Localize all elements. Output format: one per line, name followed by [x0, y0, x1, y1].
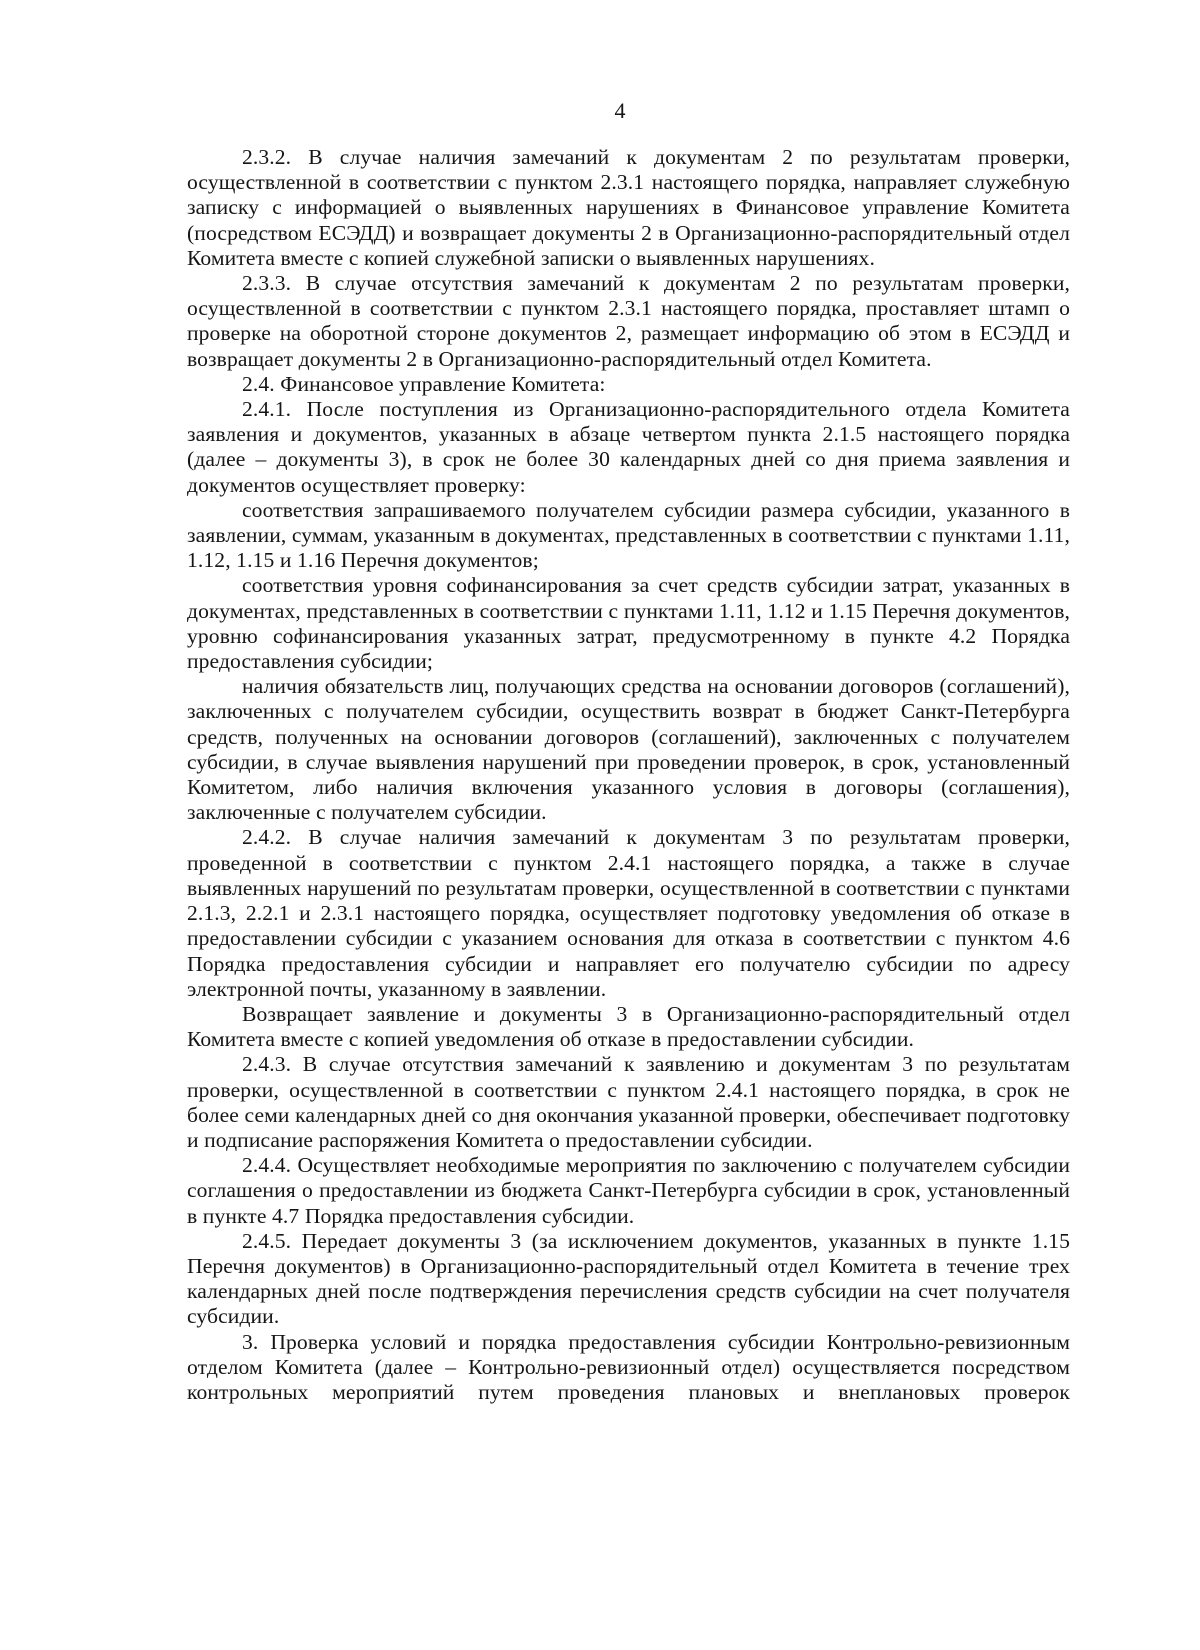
paragraph-2-4-1: 2.4.1. После поступления из Организационно-распорядительного отдела Комитета заявления и документов, указанных в абзаце четвертом пункта 2.1.5 настоящего порядка (далее – документы 3), в срок не более 30 календарных дней со дня приема заявления и документов осуществляет проверку:	[187, 397, 1070, 497]
paragraph-2-4-5: 2.4.5. Передает документы 3 (за исключением документов, указанных в пункте 1.15 Перечня документов) в Организационно-распорядительный отдел Комитета в течение трех календарных дней после подтверждения перечисления средств субсидии на счет получателя субсидии.	[187, 1228, 1070, 1329]
paragraph-check-amount: соответствия запрашиваемого получателем субсидии размера субсидии, указанного в заявлении, суммам, указанным в документах, представленных в соответствии с пунктами 1.11, 1.12, 1.15 и 1.16 Перечня документов;	[187, 497, 1070, 573]
paragraph-2-4: 2.4. Финансовое управление Комитета:	[242, 371, 606, 396]
paragraph-2-4-2: 2.4.2. В случае наличия замечаний к документам 3 по результатам проверки, проведенной в соответствии с пунктом 2.4.1 настоящего порядка, а также в случае выявленных нарушений по результатам проверки, осуществленной в соответствии с пунктами 2.1.3, 2.2.1 и 2.3.1 настоящего порядка, осуществляет подготовку уведомления об отказе в предоставлении субсидии с указанием основания для отказа в соответствии с пунктом 4.6 Порядка предоставления субсидии и направляет его получателю субсидии по адресу электронной почты, указанному в заявлении.	[187, 825, 1070, 1001]
page-number: 4	[614, 98, 626, 123]
paragraph-2-4-4: 2.4.4. Осуществляет необходимые мероприятия по заключению с получателем субсидии соглашения о предоставлении из бюджета Санкт-Петербурга субсидии в срок, установленный в пункте 4.7 Порядка предоставления субсидии.	[187, 1153, 1070, 1228]
paragraph-check-obligations: наличия обязательств лиц, получающих средства на основании договоров (соглашений), заключенных с получателем субсидии, осуществить возврат в бюджет Санкт-Петербурга средств, полученных на основании договоров (соглашений), заключенных с получателем субсидии, в случае выявления нарушений при проведении проверок, в срок, установленный Комитетом, либо наличия включения указанного условия в договоры (соглашения), заключенные с получателем субсидии.	[187, 674, 1070, 825]
paragraph-check-cofinancing: соответствия уровня софинансирования за счет средств субсидии затрат, указанных в документах, представленных в соответствии с пунктами 1.11, 1.12 и 1.15 Перечня документов, уровню софинансирования указанных затрат, предусмотренному в пункте 4.2 Порядка предоставления субсидии;	[187, 573, 1070, 674]
paragraph-2-4-3: 2.4.3. В случае отсутствия замечаний к заявлению и документам 3 по результатам проверки, осуществленной в соответствии с пунктом 2.4.1 настоящего порядка, в срок не более семи календарных дней со дня окончания указанной проверки, обеспечивает подготовку и подписание распоряжения Комитета о предоставлении субсидии.	[187, 1052, 1070, 1152]
paragraph-return-documents: Возвращает заявление и документы 3 в Организационно-распорядительный отдел Комитета вместе с копией уведомления об отказе в предоставлении субсидии.	[187, 1001, 1070, 1052]
paragraph-2-3-2: 2.3.2. В случае наличия замечаний к документам 2 по результатам проверки, осуществленной в соответствии с пунктом 2.3.1 настоящего порядка, направляет служебную записку с информацией о выявленных нарушениях в Финансовое управление Комитета (посредством ЕСЭДД) и возвращает документы 2 в Организационно-распорядительный отдел Комитета вместе с копией служебной записки о выявленных нарушениях.	[187, 145, 1070, 270]
document-body	[187, 145, 1070, 1405]
paragraph-3: 3. Проверка условий и порядка предоставления субсидии Контрольно-ревизионным отделом Комитета (далее – Контрольно-ревизионный отдел) осуществляется посредством контрольных мероприятий путем проведения плановых и внеплановых проверок	[187, 1329, 1070, 1404]
paragraph-2-3-3: 2.3.3. В случае отсутствия замечаний к документам 2 по результатам проверки, осуществленной в соответствии с пунктом 2.3.1 настоящего порядка, проставляет штамп о проверке на оборотной стороне документов 2, размещает информацию об этом в ЕСЭДД и возвращает документы 2 в Организационно-распорядительный отдел Комитета.	[187, 271, 1070, 371]
